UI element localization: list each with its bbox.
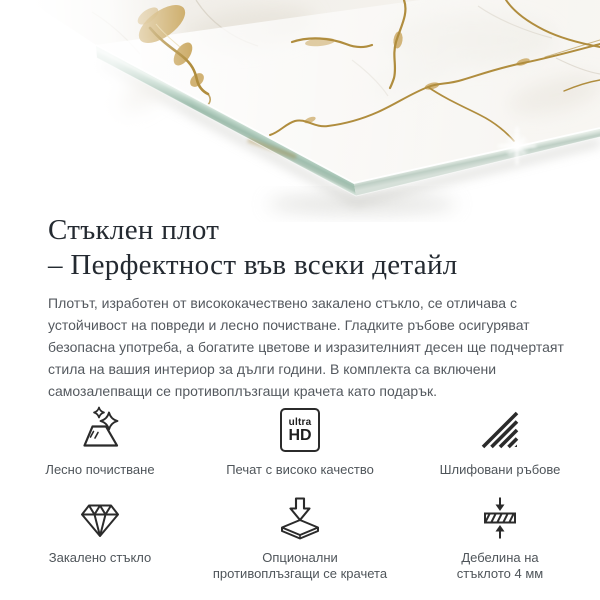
ultra-hd-icon (280, 406, 320, 454)
title-line-1: Стъклен плот (48, 214, 220, 246)
feature-label: Опционални противоплъзгащи се крачета (212, 550, 388, 581)
feature-easy-cleaning (45, 406, 154, 478)
diamond-icon (76, 494, 124, 542)
white-fade-overlay (0, 0, 600, 232)
feature-label: Закалено стъкло (48, 550, 152, 565)
anti-slip-feet-icon (276, 494, 324, 542)
uhd-badge-main: HD (288, 426, 312, 444)
title-line-2: – Перфектност във всеки детайл (48, 249, 458, 281)
feature-grid (0, 406, 600, 582)
polished-edges-icon (476, 406, 524, 454)
feature-tempered-glass (49, 494, 152, 582)
product-image (0, 0, 600, 232)
product-text-section (48, 213, 564, 402)
feature-polished-edges (440, 406, 561, 478)
product-description: Плотът, изработен от висококачествено закалено стъкло, се отличава с устойчивост на повреди и лесно почистване. Гладките ръбове осигуряват безопасна употреба, а богатите цветове и изразителният десен ще подчертаят стила на вашия интериор за дълги години. В комплекта са включени самозалепващи се противоплъзгащи крачета като подарък. (48, 295, 564, 399)
sparkle-clean-icon (76, 406, 124, 454)
feature-anti-slip-feet (210, 494, 390, 582)
page-title (48, 213, 564, 283)
feature-label: Дебелина на стъклото 4 мм (456, 550, 544, 581)
glass-thickness-icon (476, 494, 524, 542)
feature-glass-thickness (434, 494, 566, 582)
uhd-badge-top: ultra (288, 416, 312, 428)
feature-label: Лесно почистване (45, 462, 155, 477)
feature-print-quality (226, 406, 374, 478)
feature-label: Печат с високо качество (226, 462, 374, 477)
glass-panel-graphic (0, 0, 600, 232)
feature-label: Шлифовани ръбове (439, 462, 561, 477)
